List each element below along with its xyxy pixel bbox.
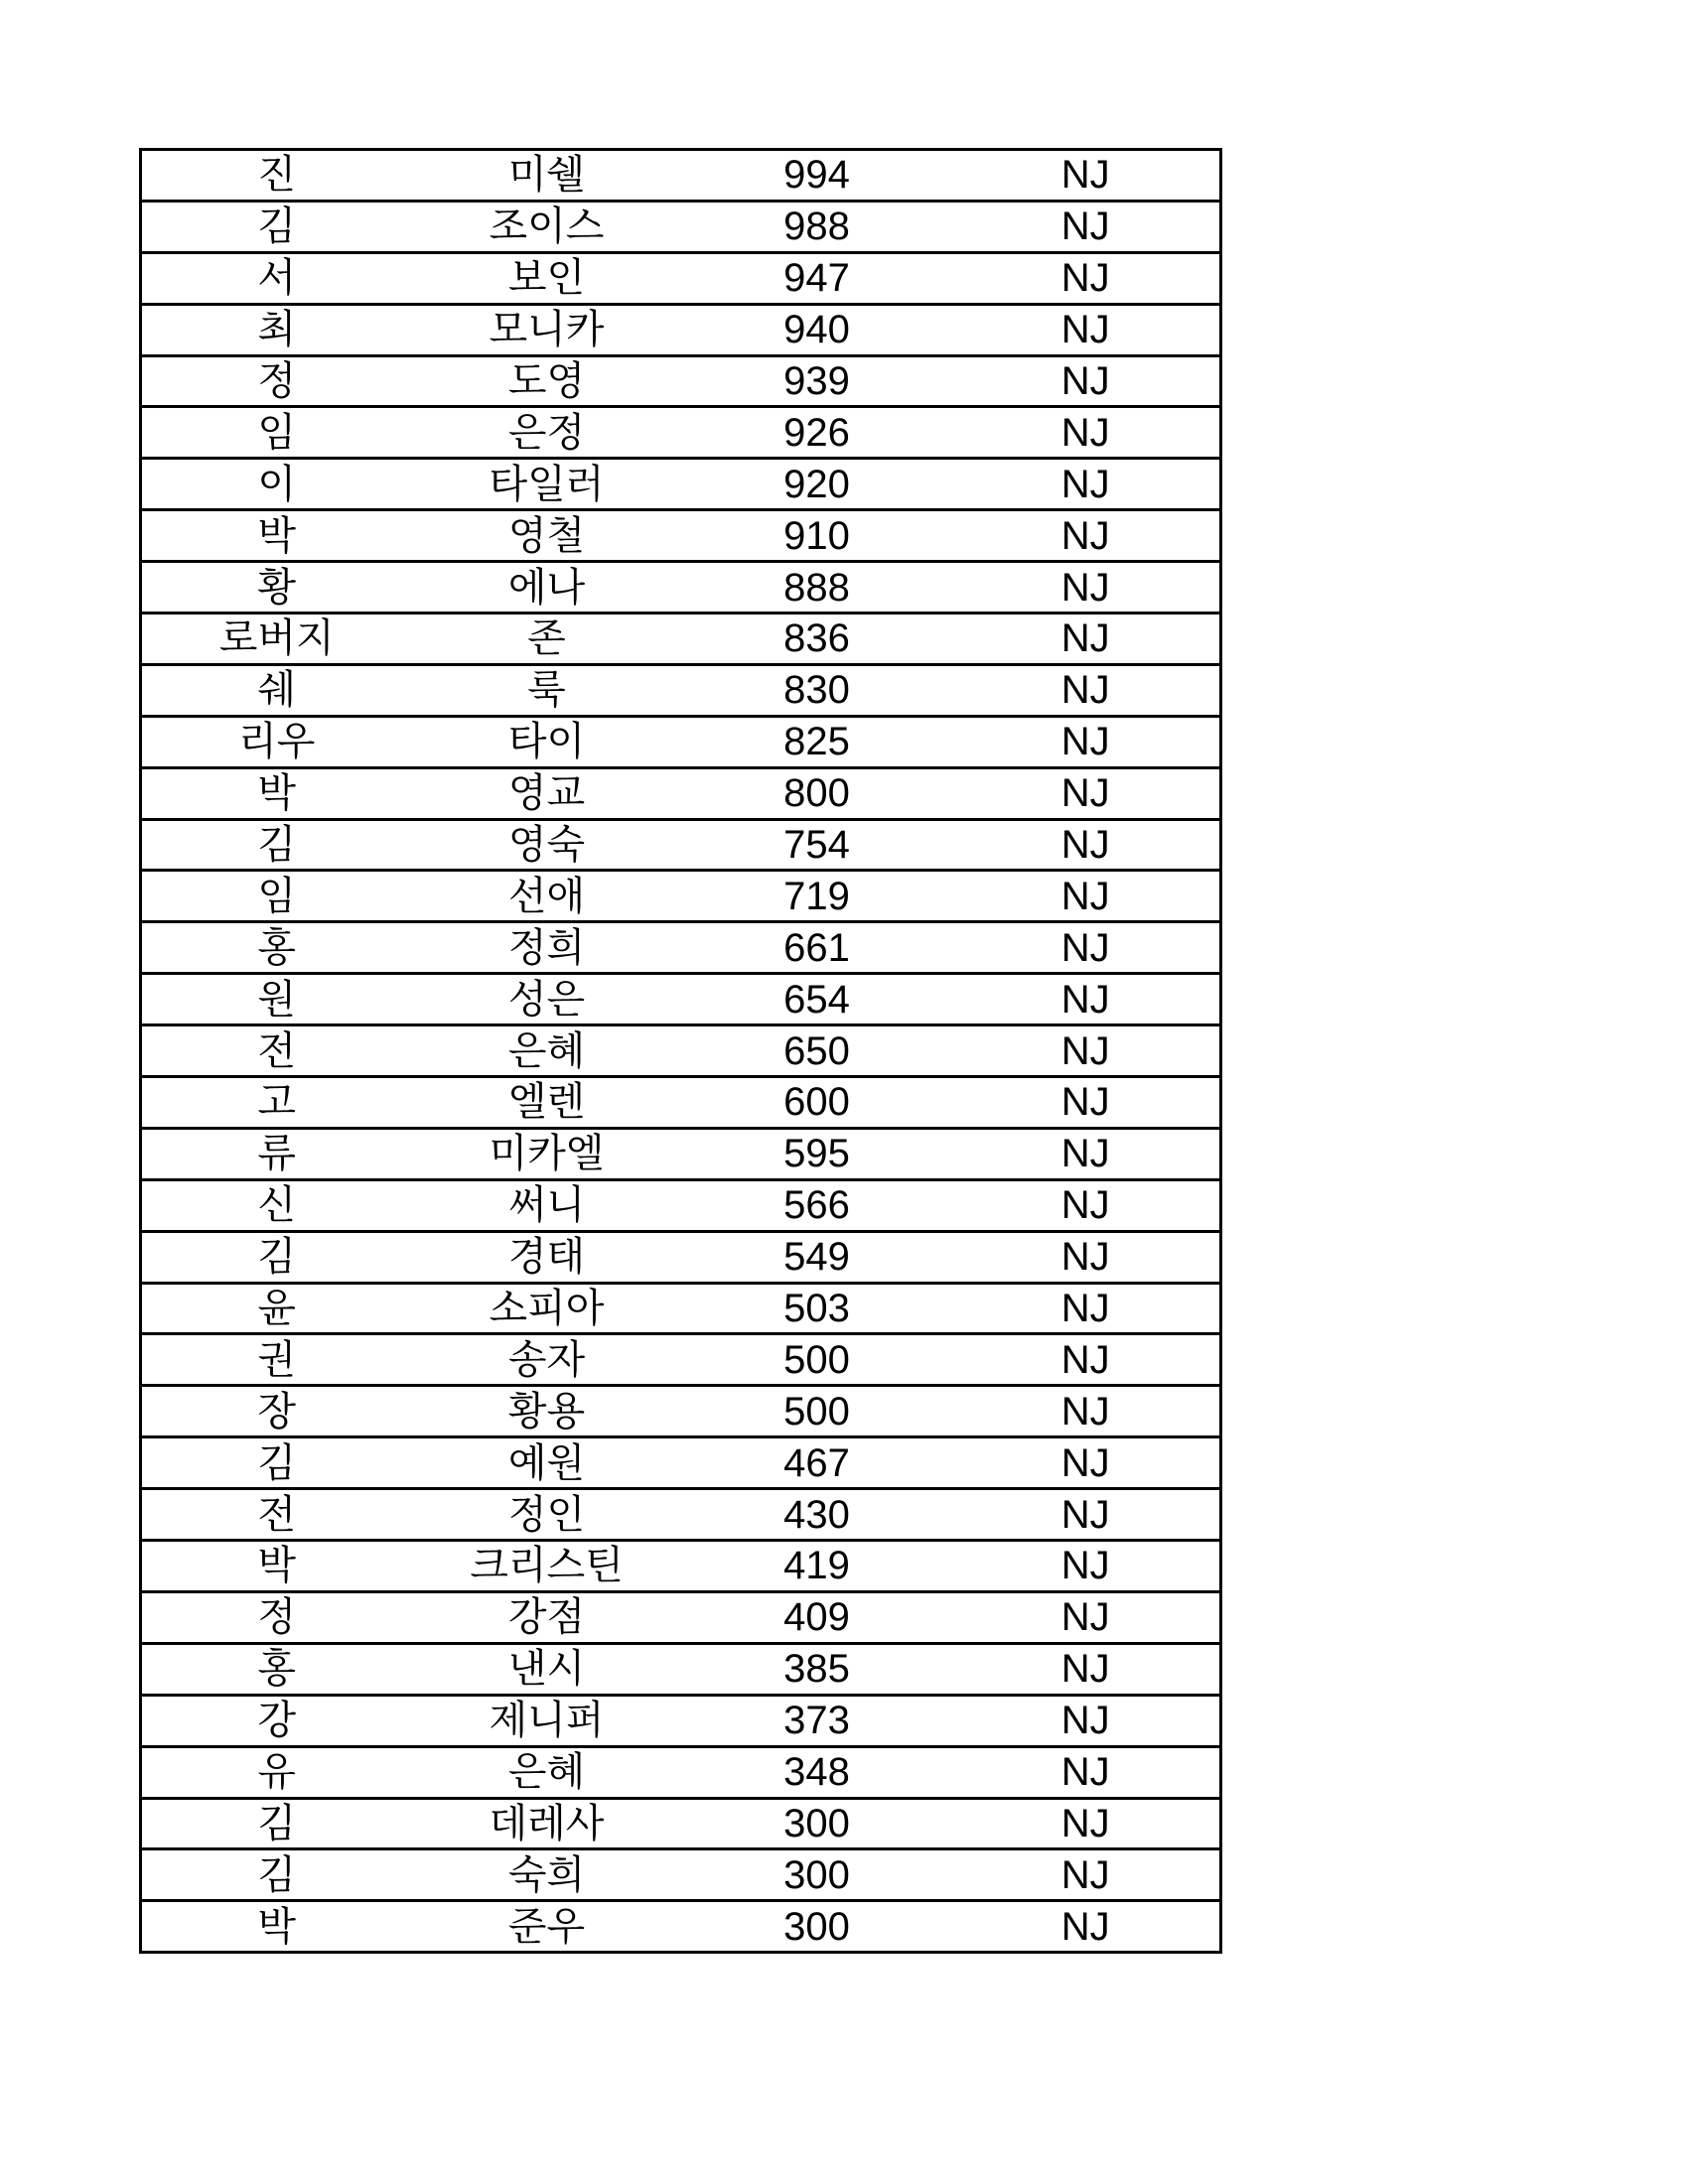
table-row: [141, 150, 1221, 202]
table-row: [141, 562, 1221, 614]
state-cell: NJ: [952, 1025, 1221, 1077]
surname-cell: 진: [257, 152, 297, 199]
surname-cell: 김: [141, 1231, 412, 1283]
score-cell: 348: [682, 1746, 952, 1798]
table-row: [141, 510, 1221, 562]
given-name-cell: 영교: [412, 767, 682, 819]
surname-cell: 원: [141, 974, 412, 1025]
table-row: [141, 1283, 1221, 1334]
given-name-cell: 황용: [412, 1386, 682, 1437]
given-name-cell: 에나: [412, 562, 682, 614]
score-cell: 947: [682, 252, 952, 304]
state-cell: NJ: [952, 974, 1221, 1025]
state-cell: NJ: [952, 201, 1221, 252]
surname-cell: 김: [141, 201, 412, 252]
score-cell: 467: [682, 1437, 952, 1489]
score-cell: 910: [682, 510, 952, 562]
table-row: [141, 1695, 1221, 1746]
state-cell: NJ: [952, 922, 1221, 974]
given-name-cell: 성은: [412, 974, 682, 1025]
surname-cell: 김: [141, 1798, 412, 1849]
surname-cell: 박: [141, 1901, 412, 1953]
table-row: [141, 614, 1221, 665]
table-row: [141, 1849, 1221, 1901]
table-row: [141, 974, 1221, 1025]
score-cell: 300: [682, 1849, 952, 1901]
surname-cell: 김: [141, 819, 412, 871]
given-name-cell: 존: [412, 614, 682, 665]
score-cell: 549: [682, 1231, 952, 1283]
given-name-cell: 은정: [412, 407, 682, 459]
given-name-cell: 예원: [412, 1437, 682, 1489]
score-cell: 825: [682, 716, 952, 767]
surname-cell: 로버지: [141, 614, 412, 665]
score-cell: 940: [682, 304, 952, 355]
given-name-cell: 써니: [412, 1179, 682, 1231]
given-name-cell: 도영: [412, 355, 682, 407]
state-cell: NJ: [952, 1231, 1221, 1283]
score-cell: 503: [682, 1283, 952, 1334]
score-cell: 836: [682, 614, 952, 665]
surname-cell: 유: [141, 1746, 412, 1798]
given-name-cell: 제니퍼: [412, 1695, 682, 1746]
table-row: [141, 304, 1221, 355]
surname-cell: 김: [141, 1849, 412, 1901]
score-cell: 300: [682, 1798, 952, 1849]
state-cell: NJ: [952, 252, 1221, 304]
state-cell: NJ: [952, 614, 1221, 665]
table-row: [141, 871, 1221, 922]
given-name-cell: 강점: [412, 1591, 682, 1643]
table-row: [141, 355, 1221, 407]
table-row: [141, 1591, 1221, 1643]
score-cell: 595: [682, 1128, 952, 1179]
given-name-cell: 준우: [412, 1901, 682, 1953]
surname-cell: 임: [141, 407, 412, 459]
table-row: [141, 1489, 1221, 1541]
score-cell: 385: [682, 1643, 952, 1695]
score-cell: 419: [682, 1541, 952, 1592]
surname-cell: 신: [141, 1179, 412, 1231]
given-name-cell: 경태: [412, 1231, 682, 1283]
table-row: [141, 922, 1221, 974]
state-cell: NJ: [952, 1591, 1221, 1643]
given-name-cell: 데레사: [412, 1798, 682, 1849]
table-row: [141, 1541, 1221, 1592]
score-cell: 888: [682, 562, 952, 614]
surname-cell: 강: [141, 1695, 412, 1746]
given-name-cell: 선애: [412, 871, 682, 922]
given-name-cell: 룩: [412, 664, 682, 716]
surname-cell: 박: [141, 510, 412, 562]
surname-cell: 박: [141, 767, 412, 819]
table-row: [141, 1334, 1221, 1386]
given-name-cell: 소피아: [412, 1283, 682, 1334]
given-name-cell: 타이: [412, 716, 682, 767]
records-table: [139, 148, 1222, 1954]
table-row: [141, 1128, 1221, 1179]
table-row: [141, 1386, 1221, 1437]
score-cell: 409: [682, 1591, 952, 1643]
surname-cell: 정: [141, 355, 412, 407]
table-row: [141, 819, 1221, 871]
state-cell: NJ: [952, 1386, 1221, 1437]
state-cell: NJ: [952, 871, 1221, 922]
table-row: [141, 1798, 1221, 1849]
surname-cell: 리우: [141, 716, 412, 767]
surname-cell: 류: [141, 1128, 412, 1179]
score-cell: 650: [682, 1025, 952, 1077]
state-cell: NJ: [952, 1541, 1221, 1592]
table-row: [141, 1901, 1221, 1953]
surname-cell: 고: [141, 1077, 412, 1129]
table-row: [141, 664, 1221, 716]
score-cell: 373: [682, 1695, 952, 1746]
state-cell: NJ: [1060, 153, 1110, 198]
score-cell: 988: [682, 201, 952, 252]
state-cell: NJ: [952, 1695, 1221, 1746]
given-name-cell: 조이스: [412, 201, 682, 252]
records-table-body: [141, 150, 1221, 1953]
score-cell: 920: [682, 459, 952, 510]
table-row: [141, 767, 1221, 819]
given-name-cell: 은혜: [412, 1025, 682, 1077]
surname-cell: 홍: [141, 1643, 412, 1695]
state-cell: NJ: [952, 1489, 1221, 1541]
surname-cell: 이: [141, 459, 412, 510]
state-cell: NJ: [952, 1746, 1221, 1798]
given-name-cell: 정희: [412, 922, 682, 974]
state-cell: NJ: [952, 1643, 1221, 1695]
state-cell: NJ: [952, 1334, 1221, 1386]
state-cell: NJ: [952, 1283, 1221, 1334]
given-name-cell: 정인: [412, 1489, 682, 1541]
surname-cell: 정: [141, 1591, 412, 1643]
surname-cell: 황: [141, 562, 412, 614]
table-row: [141, 716, 1221, 767]
state-cell: NJ: [952, 304, 1221, 355]
surname-cell: 최: [141, 304, 412, 355]
score-cell: 800: [682, 767, 952, 819]
score-cell: 719: [682, 871, 952, 922]
given-name-cell: 영철: [412, 510, 682, 562]
state-cell: NJ: [952, 767, 1221, 819]
table-row: [141, 201, 1221, 252]
given-name-cell: 은혜: [412, 1746, 682, 1798]
table-row: [141, 252, 1221, 304]
state-cell: NJ: [952, 1077, 1221, 1129]
given-name-cell: 미카엘: [412, 1128, 682, 1179]
given-name-cell: 미쉘: [507, 152, 586, 199]
state-cell: NJ: [952, 459, 1221, 510]
state-cell: NJ: [952, 664, 1221, 716]
score-cell: 654: [682, 974, 952, 1025]
table-row: [141, 1231, 1221, 1283]
table-row: [141, 1437, 1221, 1489]
surname-cell: 임: [141, 871, 412, 922]
score-cell: 300: [682, 1901, 952, 1953]
state-cell: NJ: [952, 1798, 1221, 1849]
surname-cell: 서: [141, 252, 412, 304]
score-cell: 430: [682, 1489, 952, 1541]
given-name-cell: 숙희: [412, 1849, 682, 1901]
score-cell: 500: [682, 1334, 952, 1386]
given-name-cell: 낸시: [412, 1643, 682, 1695]
score-cell: 754: [682, 819, 952, 871]
table-row: [141, 1643, 1221, 1695]
surname-cell: 윤: [141, 1283, 412, 1334]
given-name-cell: 영숙: [412, 819, 682, 871]
score-cell: 994: [783, 153, 850, 198]
state-cell: NJ: [952, 1901, 1221, 1953]
surname-cell: 권: [141, 1334, 412, 1386]
given-name-cell: 모니카: [412, 304, 682, 355]
state-cell: NJ: [952, 407, 1221, 459]
surname-cell: 전: [141, 1025, 412, 1077]
given-name-cell: 크리스틴: [412, 1541, 682, 1592]
table-row: [141, 407, 1221, 459]
given-name-cell: 송자: [412, 1334, 682, 1386]
state-cell: NJ: [952, 819, 1221, 871]
surname-cell: 장: [141, 1386, 412, 1437]
score-cell: 830: [682, 664, 952, 716]
state-cell: NJ: [952, 562, 1221, 614]
table-row: [141, 1077, 1221, 1129]
state-cell: NJ: [952, 1179, 1221, 1231]
given-name-cell: 보인: [412, 252, 682, 304]
surname-cell: 김: [141, 1437, 412, 1489]
table-row: [141, 1746, 1221, 1798]
score-cell: 566: [682, 1179, 952, 1231]
state-cell: NJ: [952, 1849, 1221, 1901]
surname-cell: 쉐: [141, 664, 412, 716]
surname-cell: 홍: [141, 922, 412, 974]
table-row: [141, 459, 1221, 510]
state-cell: NJ: [952, 355, 1221, 407]
score-cell: 600: [682, 1077, 952, 1129]
given-name-cell: 타일러: [412, 459, 682, 510]
state-cell: NJ: [952, 1437, 1221, 1489]
table-row: [141, 1179, 1221, 1231]
state-cell: NJ: [952, 1128, 1221, 1179]
state-cell: NJ: [952, 716, 1221, 767]
table-row: [141, 1025, 1221, 1077]
score-cell: 661: [682, 922, 952, 974]
score-cell: 939: [682, 355, 952, 407]
surname-cell: 박: [141, 1541, 412, 1592]
state-cell: NJ: [952, 510, 1221, 562]
surname-cell: 전: [141, 1489, 412, 1541]
given-name-cell: 엘렌: [412, 1077, 682, 1129]
score-cell: 500: [682, 1386, 952, 1437]
score-cell: 926: [682, 407, 952, 459]
